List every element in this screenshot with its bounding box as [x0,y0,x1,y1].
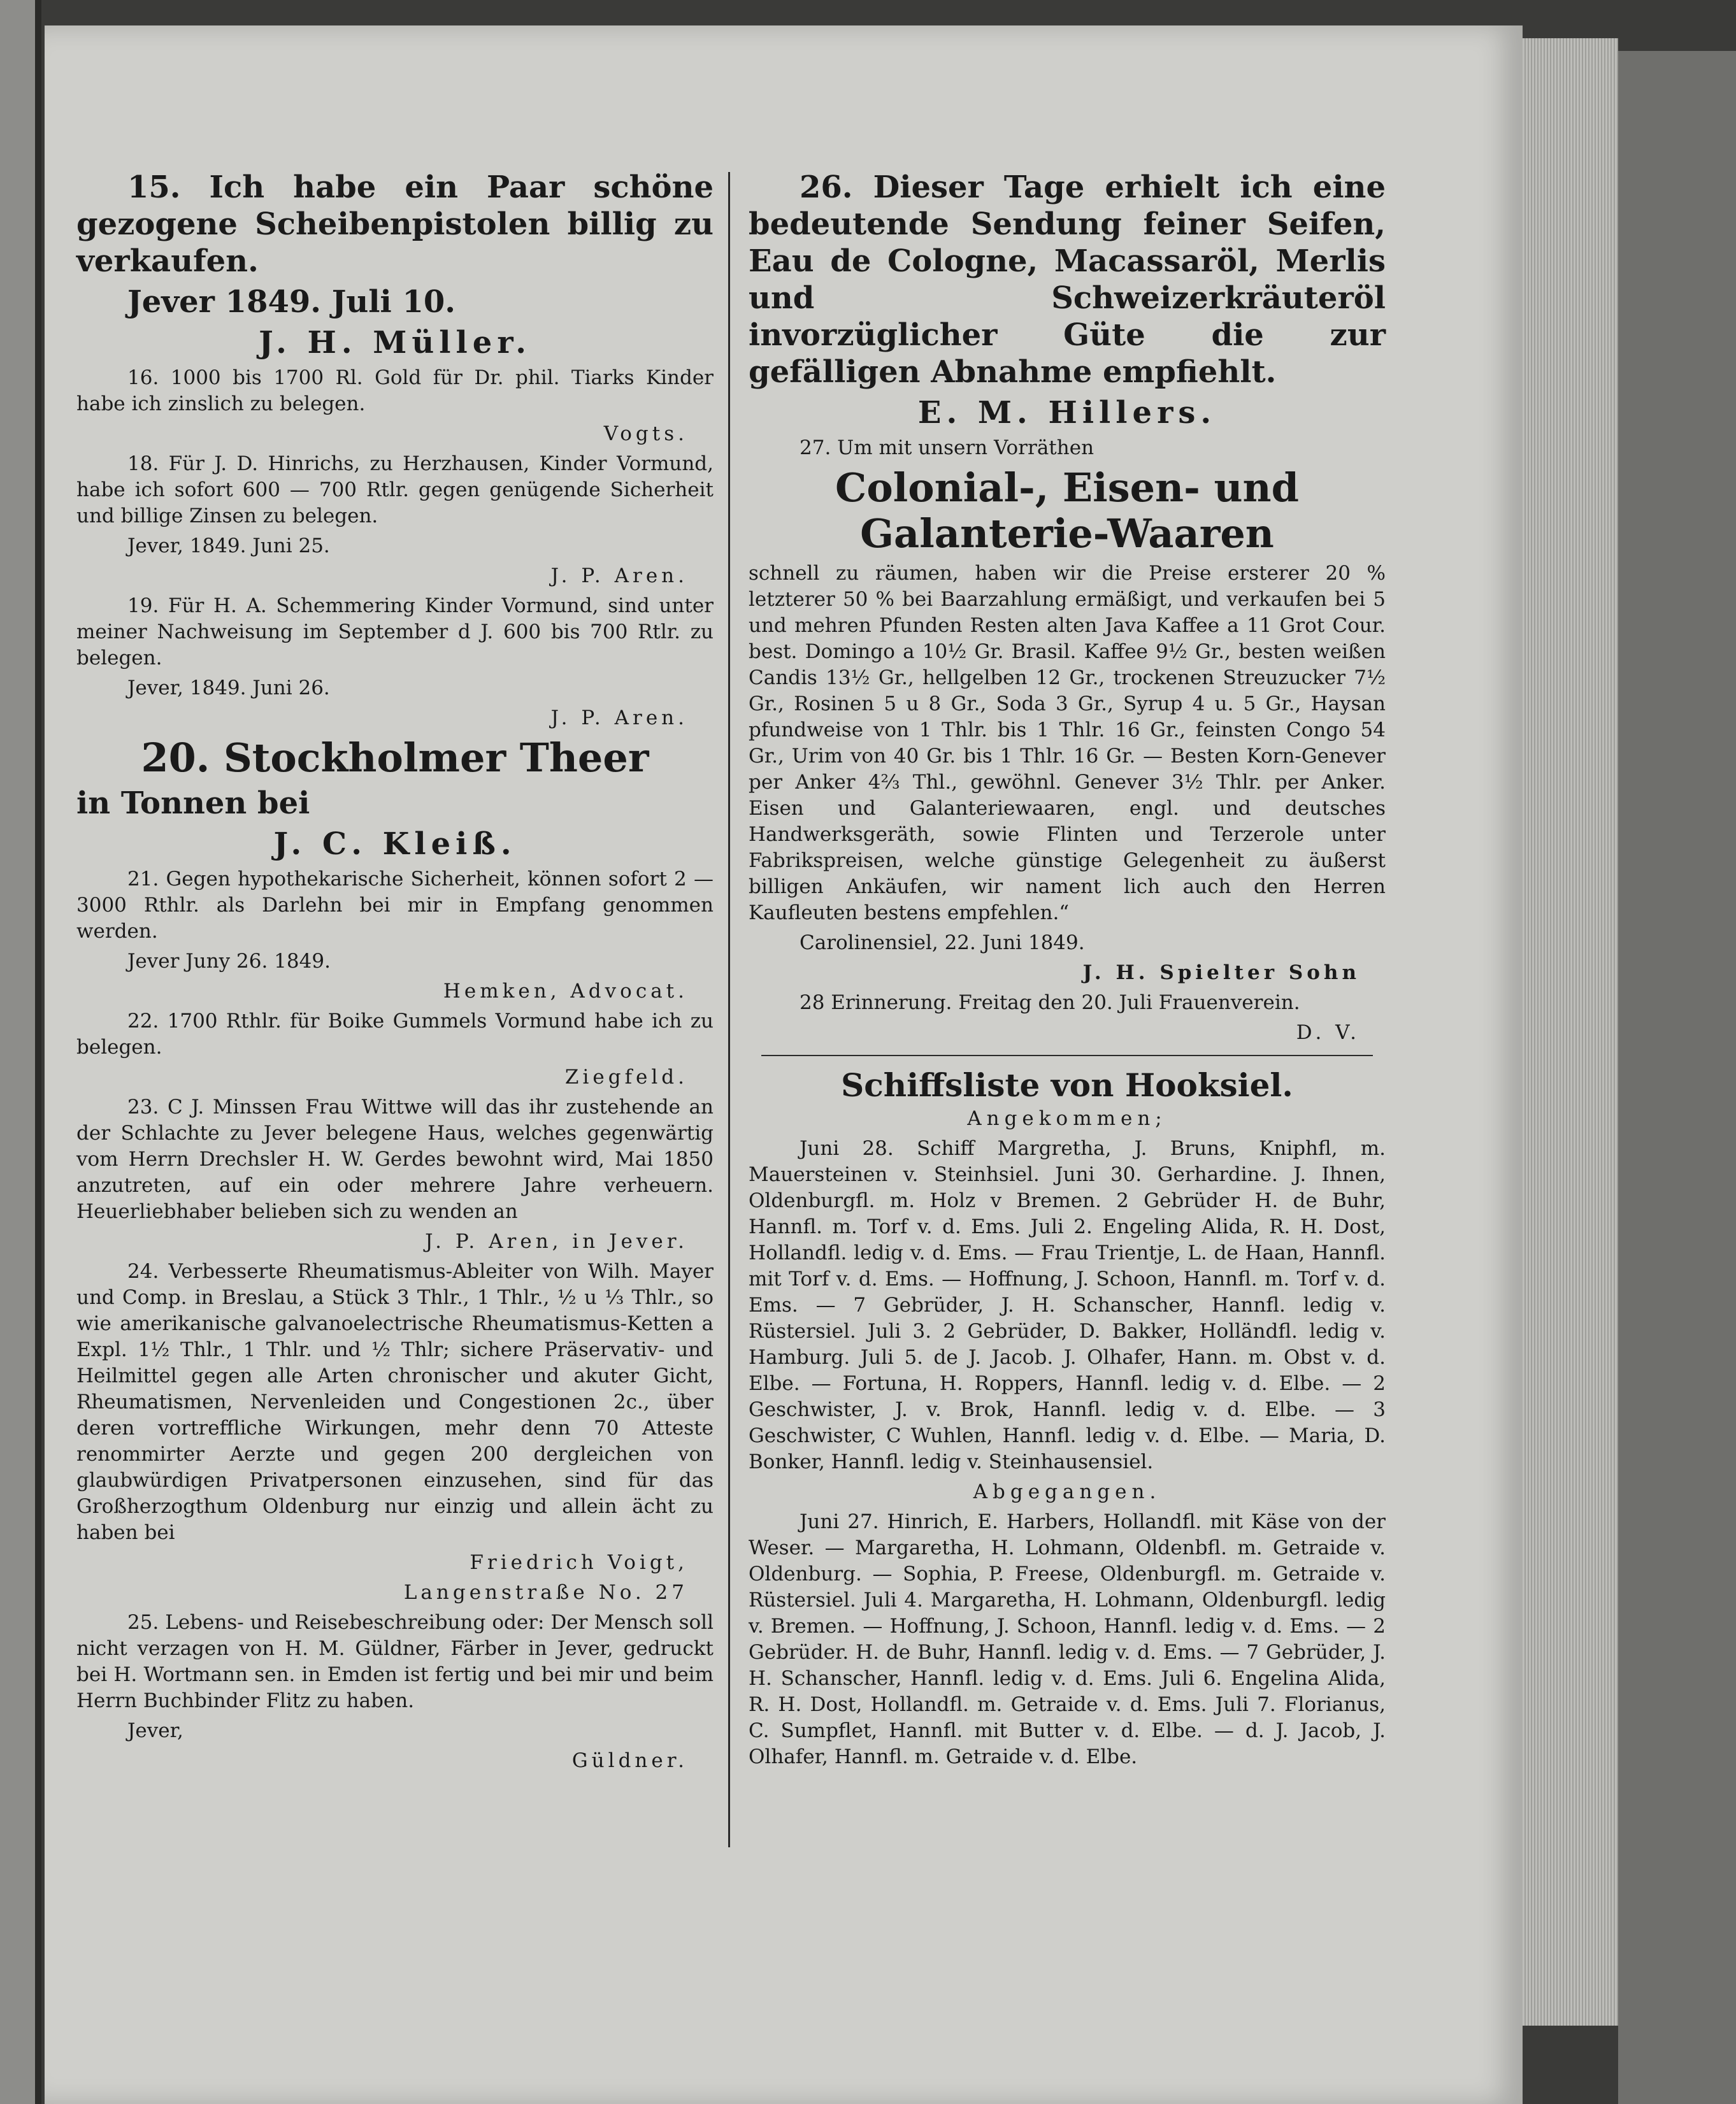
ad-20-subline: in Tonnen bei [76,785,310,821]
ship-list-title: Schiffsliste von Hooksiel. [841,1066,1293,1104]
column-divider [728,172,730,1847]
ad-26-signature: E. M. Hillers. [917,395,1217,431]
ad-16-signature: Vogts. [603,422,688,445]
ad-18-text: 18. Für J. D. Hinrichs, zu Herzhausen, Kinder Vormund, habe ich sofort 600 — 700 Rtlr. gegen genügende Sicherheit und billige Zinsen zu belegen. [76,452,714,527]
ad-22-text: 22. 1700 Rthlr. für Boike Gummels Vormund habe ich zu belegen. [76,1010,714,1059]
page-edges [1523,38,1618,2026]
book-cover-board [1618,51,1736,2104]
ad-25-place: Jever, [127,1719,183,1742]
departed-label: Abgegangen. [973,1480,1161,1503]
ad-19-date: Jever, 1849. Juni 26. [127,676,330,699]
ad-27-text: schnell zu räumen, haben wir die Preise ersterer 20 % letzterer 50 % bei Baarzahlung ermäßigt, und verkaufen bei 5 und mehren Pfunden Resten alten Java Kaffee a 11 Grot Cour. best. Domingo a 10½ Gr. Brasil. Kaffee 9½ Gr., besten weißen Candis 13½ Gr., hellgelben 12 Gr., trockenen Streuzucker 7½ Gr., Rosinen 5 u 8 Gr., Soda 3 Gr., Syrup 4 u. 5 Gr., Haysan pfundweise von 1 Thlr. bis 1 Thlr. 16 Gr., feinsten Congo 54 Gr., Urim von 40 Gr. bis 1 Thlr. 16 Gr. — Besten Korn-Genever per Anker 4⅔ Thl., gewöhnl. Genever 3½ Thlr. per Anker. Eisen und Galanteriewaaren, engl. und deutsches Handwerksgeräth, sowie Flinten und Terzerole unter Fabrikspreisen, welche günstige Gelegenheit zu äußerst billigen Ankäufen, wir nament lich auch den Herren Kaufleuten bestens empfehlen.“ [749,562,1386,924]
right-column [749,169,1386,1774]
book-gutter [35,0,41,2104]
departed-list: Juni 27. Hinrich, E. Harbers, Hollandfl. mit Käse von der Weser. — Margaretha, H. Lohmann, Oldenbfl. m. Getraide v. Oldenburg. — Sophia, P. Freese, Oldenburgfl. m. Getraide v. Rüstersiel. Juli 4. Margaretha, H. Lohmann, Oldenburgfl. ledig v. Bremen. — Hoffnung, J. Schoon, Hannfl. ledig v. d. Ems. — 2 Gebrüder. H. de Buhr, Hannfl. ledig v. d. Ems. — 7 Gebrüder, J. H. Schanscher, Hannfl. ledig v. d. Ems. Juli 6. Engelina Alida, R. H. Dost, Hollandfl. m. Getraide v. d. Ems. Juli 7. Florianus, C. Sumpflet, Hannfl. mit Butter v. d. Elbe. — d. J. Jacob, J. Olhafer, Hannfl. m. Getraide v. d. Elbe. [749,1510,1386,1768]
ad-15-signature: J. H. Müller. [259,325,531,361]
ad-20-headline: 20. Stockholmer Theer [141,734,649,781]
ad-21-text: 21. Gegen hypothekarische Sicherheit, können sofort 2 — 3000 Rthlr. als Darlehn bei mir in Empfang genommen werden. [76,868,714,943]
ad-27-headline: Colonial-, Eisen- und Galanterie-Waaren [835,464,1299,557]
arrived-list: Juni 28. Schiff Margretha, J. Bruns, Kniphfl, m. Mauersteinen v. Steinhsiel. Juni 30. Gerhardine. J. Ihnen, Oldenburgfl. m. Holz v Bremen. 2 Gebrüder H. de Buhr, Hannfl. m. Torf v. d. Ems. Juli 2. Engeling Alida, R. H. Dost, Hollandfl. ledig v. d. Ems. — Frau Trientje, L. de Haan, Hannfl. mit Torf v. d. Ems. — Hoffnung, J. Schoon, Hannfl. m. Torf v. d. Ems. — 7 Gebrüder, J. H. Schanscher, Hannfl. ledig v. Rüstersiel. Juli 3. 2 Gebrüder, D. Bakker, Holländfl. ledig v. Hamburg. Juli 5. de J. Jacob. J. Olhafer, Hann. m. Obst v. d. Elbe. — Fortuna, H. Roppers, Hannfl. ledig v. d. Elbe. — 2 Geschwister, J. v. Brok, Hannfl. ledig v. d. Elbe. — 3 Geschwister, C Wuhlen, Hannfl. ledig v. d. Elbe. — Maria, D. Bonker, Hannfl. ledig v. Steinhausensiel. [749,1137,1386,1473]
ad-15-text: 15. Ich habe ein Paar schöne gezogene Scheibenpistolen billig zu verkaufen. [76,169,714,279]
ad-21-date: Jever Juny 26. 1849. [127,950,331,973]
ad-21-signature: Hemken, Advocat. [443,980,688,1003]
ad-23-signature: J. P. Aren, in Jever. [425,1230,688,1253]
ad-22-signature: Ziegfeld. [564,1066,688,1089]
ad-25-signature: Güldner. [571,1749,688,1772]
left-page-edge [0,0,38,2104]
ad-18-signature: J. P. Aren. [550,564,688,587]
ad-23-text: 23. C J. Minssen Frau Wittwe will das ihr zustehende an der Schlachte zu Jever belegene Haus, welches gegenwärtig vom Herrn Drechsler H. W. Gerdes bewohnt wird, Mai 1850 anzutreten, auf ein oder mehrere Jahre verheuern. Heuerliebhaber belieben sich zu wenden an [76,1096,714,1223]
ad-20-signature: J. C. Kleiß. [273,826,517,862]
ad-24-text: 24. Verbesserte Rheumatismus-Ableiter von Wilh. Mayer und Comp. in Breslau, a Stück 3 Thlr., 1 Thlr., ½ u ⅓ Thlr., so wie amerikanische galvanoelectrische Rheumatismus-Ketten a Expl. 1½ Thlr., 1 Thlr. und ½ Thlr; sichere Präservativ- und Heilmittel gegen alle Arten chronischer und akuter Gicht, Rheumatismen, Nervenleiden und Congestionen 2c., über deren vortreffliche Wirkungen, mehr denn 70 Atteste renommirter Aerzte und gegen 200 dergleichen von glaubwürdigen Privatpersonen einzusehen, sind für das Großherzogthum Oldenburg nur einzig und allein ächt zu haben bei [76,1260,714,1544]
ad-27-signature: J. H. Spielter Sohn [1082,961,1360,984]
ad-28-signature: D. V. [1296,1021,1360,1044]
ad-27-date: Carolinensiel, 22. Juni 1849. [800,931,1085,954]
left-column [76,169,714,1778]
ad-28-text: 28 Erinnerung. Freitag den 20. Juli Frauenverein. [800,991,1300,1014]
ad-24-signature-address: Langenstraße No. 27 [403,1581,688,1604]
section-divider [761,1055,1373,1056]
ad-18-date: Jever, 1849. Juni 25. [127,534,330,557]
ad-25-text: 25. Lebens- und Reisebeschreibung oder: Der Mensch soll nicht verzagen von H. M. Güldner, Färber in Jever, gedruckt bei H. Wortmann sen. in Emden ist fertig und bei mir und beim Herrn Buchbinder Flitz zu haben. [76,1611,714,1712]
arrived-label: Angekommen; [967,1107,1167,1130]
ad-19-text: 19. Für H. A. Schemmering Kinder Vormund, sind unter meiner Nachweisung im September d J. 600 bis 700 Rtlr. zu belegen. [76,594,714,669]
ad-24-signature-name: Friedrich Voigt, [470,1551,688,1574]
ad-26-text: 26. Dieser Tage erhielt ich eine bedeutende Sendung feiner Seifen, Eau de Cologne, Macassaröl, Merlis und Schweizerkräuteröl invorzüglicher Güte die zur gefälligen Abnahme empfiehlt. [749,169,1386,390]
ad-19-signature: J. P. Aren. [550,706,688,729]
ad-16-text: 16. 1000 bis 1700 Rl. Gold für Dr. phil. Tiarks Kinder habe ich zinslich zu belegen. [76,366,714,415]
ad-15-date: Jever 1849. Juli 10. [127,284,456,320]
ad-27-intro: 27. Um mit unsern Vorräthen [800,436,1094,459]
